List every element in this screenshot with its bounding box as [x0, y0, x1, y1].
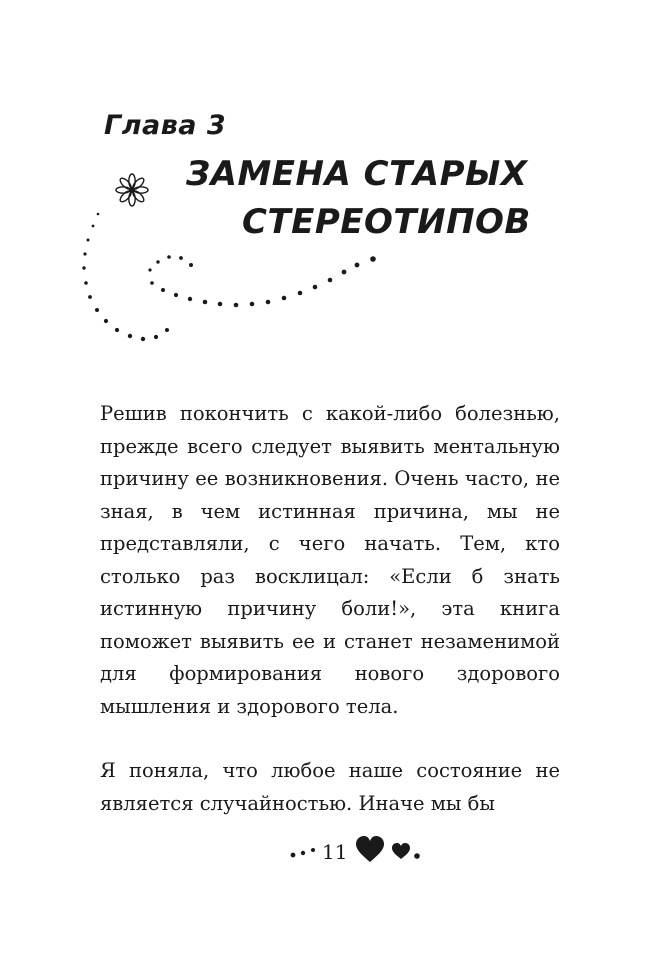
dot-icon — [311, 848, 315, 852]
chapter-title-line-1: ЗАМЕНА СТАРЫХ — [186, 154, 528, 194]
dot-icon — [301, 851, 305, 855]
paragraph-1: Решив покончить с какой-либо болезнью, прежде всего следует выявить ментальную причину ее возникновения. Очень часто, не зная, в чем истинная причина, мы не представляли, с чего начать. Тем, кто столько раз восклицал: «Если б знать истинную причину боли!», эта книга поможет выявить ее и станет незаменимой для формирования нового здорового мышления и здорового тела. — [100, 402, 560, 718]
flower-icon — [116, 174, 148, 206]
heart-icon — [392, 843, 410, 859]
paragraph-2: Я поняла, что любое наше состояние не является случайностью. Иначе мы бы — [100, 759, 560, 815]
heart-icon — [356, 836, 384, 862]
chapter-title-line-2: СТЕРЕОТИПОВ — [242, 202, 531, 242]
body-text — [100, 398, 560, 820]
chapter-title — [186, 150, 531, 246]
dot-icon — [291, 853, 296, 858]
page-number: 11 — [322, 840, 348, 864]
chapter-label: Глава 3 — [104, 110, 227, 141]
dot-icon — [414, 853, 420, 859]
